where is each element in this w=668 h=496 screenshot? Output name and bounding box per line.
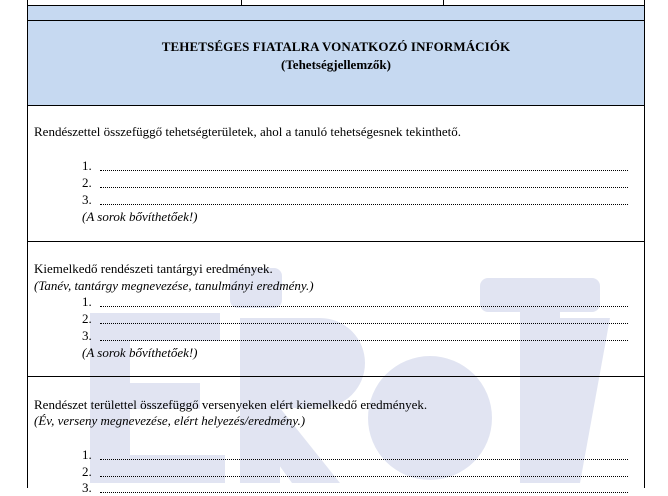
competition-result-line-3[interactable] [82,480,628,496]
table-row-border [27,105,645,106]
subject-result-line-3[interactable] [82,328,628,344]
talent-areas-prompt: Rendészettel összefüggő tehetségterületek, ahol a tanuló tehetségesnek tekinthető. [34,124,462,139]
line-number: 1. [82,294,92,309]
competition-result-line-1[interactable] [82,447,628,463]
subject-result-line-2[interactable] [82,311,628,327]
line-number: 3. [82,328,92,343]
table-row-border [27,376,645,377]
section-subtitle: (Tehetségjellemzők) [281,57,391,72]
competition-result-line-2[interactable] [82,464,628,480]
talent-area-line-3[interactable] [82,192,628,208]
table-row-border [27,241,645,242]
line-number: 2. [82,175,92,190]
expandable-rows-note: (A sorok bővíthetőek!) [82,345,198,360]
line-number: 3. [82,480,92,495]
competition-results-hint: (Év, verseny megnevezése, elért helyezés/eredmény.) [34,413,306,428]
line-number: 1. [82,447,92,462]
section-title: TEHETSÉGES FIATALRA VONATKOZÓ INFORMÁCIÓK [161,39,511,54]
table-right-border [644,0,645,488]
subject-result-line-1[interactable] [82,294,628,310]
subject-results-hint: (Tanév, tantárgy megnevezése, tanulmányi eredmény.) [34,278,314,293]
subject-results-prompt: Kiemelkedő rendészeti tantárgyi eredmények. [34,261,273,276]
competition-results-prompt: Rendészet területtel összefüggő versenyeken elért kiemelkedő eredmények. [34,397,428,412]
talent-area-line-1[interactable] [82,158,628,174]
line-number: 1. [82,158,92,173]
talent-area-line-2[interactable] [82,175,628,191]
expandable-rows-note: (A sorok bővíthetőek!) [82,209,198,224]
table-row-strip [28,6,644,20]
line-number: 2. [82,311,92,326]
line-number: 3. [82,192,92,207]
line-number: 2. [82,464,92,479]
